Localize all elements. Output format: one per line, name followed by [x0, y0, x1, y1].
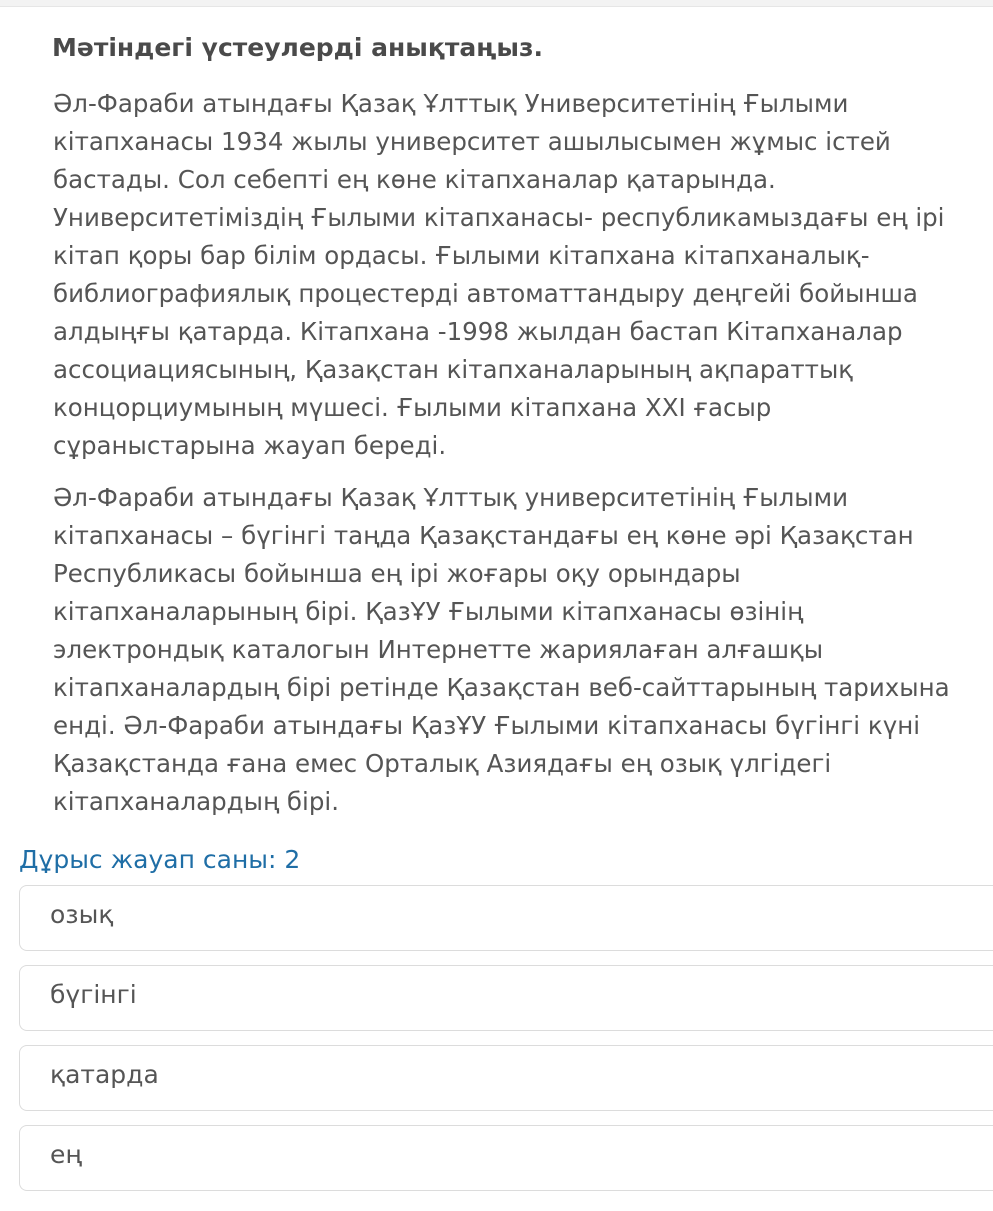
answer-option-bugingi[interactable] — [19, 965, 993, 1031]
answer-count-value: 2 — [284, 845, 301, 874]
answer-option-label: озық — [50, 900, 114, 929]
question-card — [0, 7, 993, 837]
top-divider — [0, 0, 993, 7]
answer-count-label: Дұрыс жауап саны: — [19, 845, 277, 874]
answer-option-label: ең — [50, 1140, 82, 1169]
answer-option-label: қатарда — [50, 1060, 159, 1089]
answer-option-katarda[interactable] — [19, 1045, 993, 1111]
correct-answer-count — [19, 845, 300, 874]
answer-option-ozyk[interactable] — [19, 885, 993, 951]
answer-option-en[interactable] — [19, 1125, 993, 1191]
answer-option-label: бүгінгі — [50, 980, 137, 1009]
question-title: Мәтіндегі үстеулерді анықтаңыз. — [52, 33, 544, 62]
passage-paragraph-1: Әл-Фараби атындағы Қазақ Ұлттық Университетінің Ғылыми кітапханасы 1934 жылы университет ашылысымен жұмыс істей бастады. Сол себепті ең көне кітапханалар қатарында. Университетіміздің Ғылыми кітапханасы- республикамыздағы ең ірі кітап қоры бар білім ордасы. Ғылыми кітапхана кітапханалық- библиографиялық процестерді автоматтандыру деңгейі бойынша алдыңғы қатарда. Кітапхана -1998 жылдан бастап Кітапханалар ассоциациясының, Қазақстан кітапханаларының ақпараттық концорциумының мүшесі. Ғылыми кітапхана XXI ғасыр сұраныстарына жауап береді. — [53, 89, 945, 460]
passage-paragraph-2: Әл-Фараби атындағы Қазақ Ұлттық университетінің Ғылыми кітапханасы – бүгінгі таңда Қазақстандағы ең көне әрі Қазақстан Республикасы бойынша ең ірі жоғары оқу орындары кітапханаларының бірі. ҚазҰУ Ғылыми кітапханасы өзінің электрондық каталогын Интернетте жариялаған алғашқы кітапханалардың бірі ретінде Қазақстан веб-сайттарының тарихына енді. Әл-Фараби атындағы ҚазҰУ Ғылыми кітапханасы бүгінгі күні Қазақстанда ғана емес Орталық Азиядағы ең озық үлгідегі кітапханалардың бірі. — [53, 483, 950, 816]
answer-options — [19, 885, 993, 1205]
